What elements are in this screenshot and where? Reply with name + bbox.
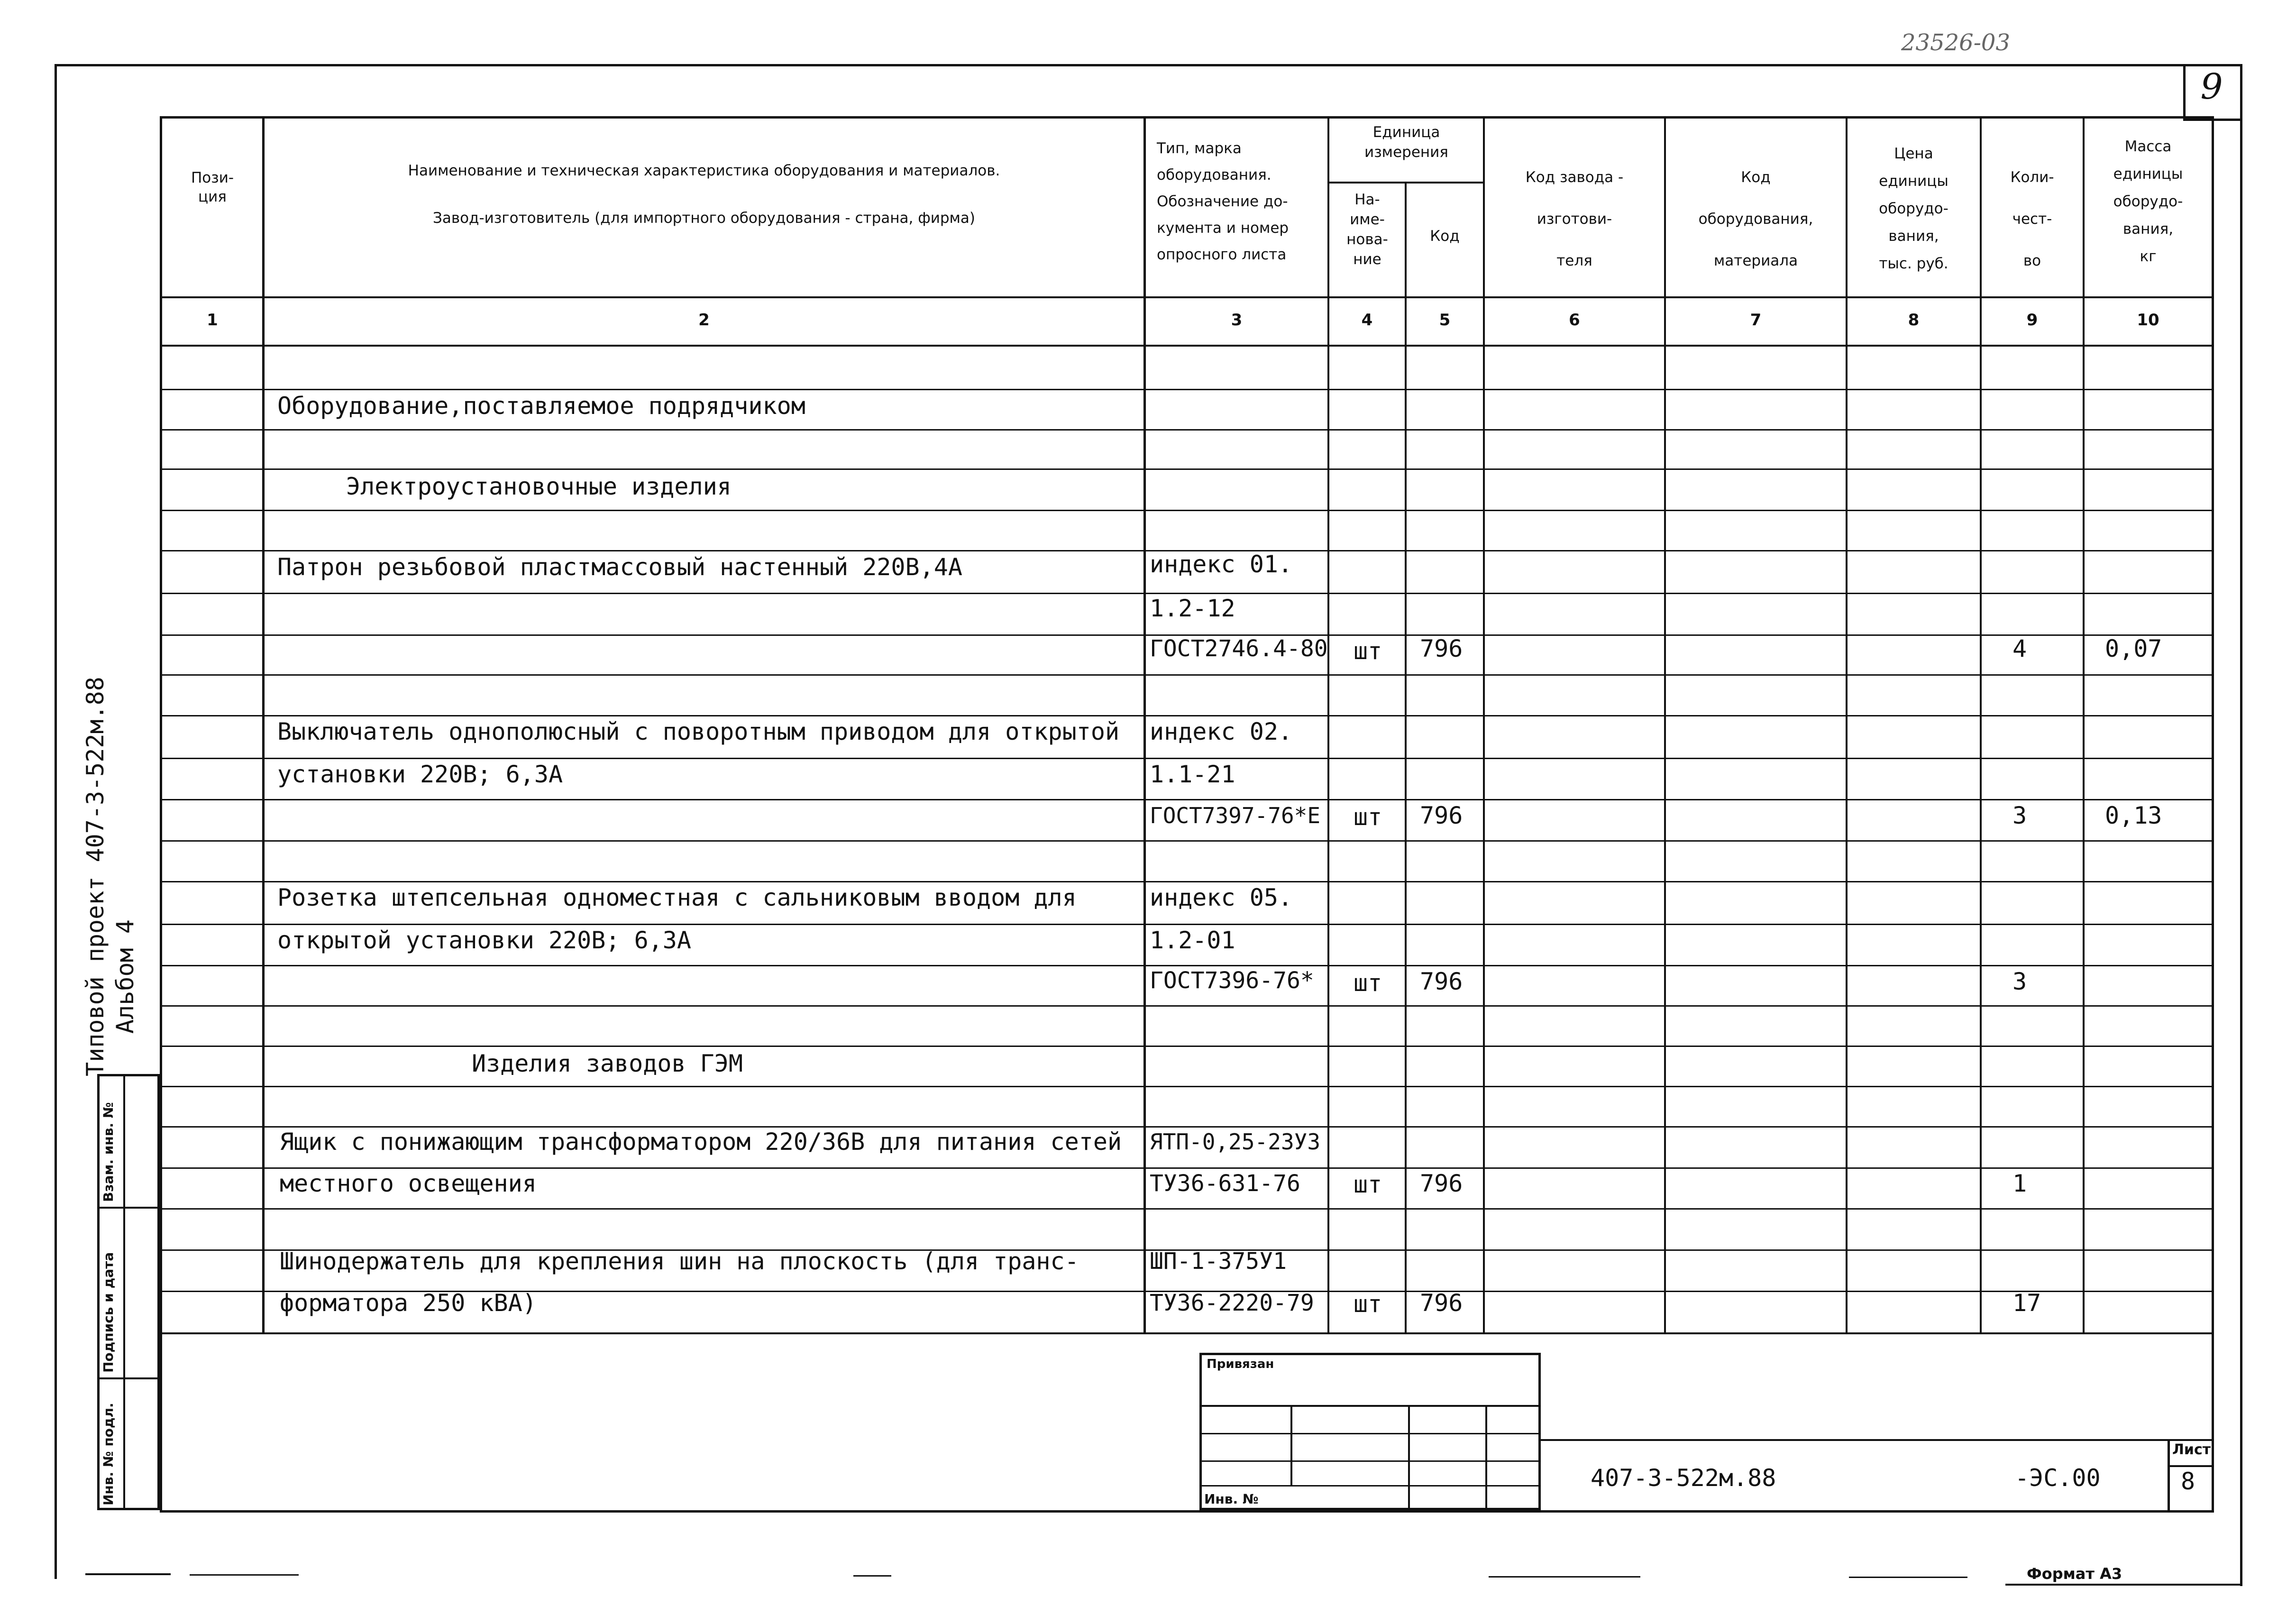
row-item-type: ГОСТ7397-76*Е [1150,803,1321,828]
header-quantity: Коли- чест- во [2010,169,2054,269]
row-item-type: ГОСТ7396-76* [1150,967,1314,994]
row-item-name: Ящик с понижающим трансформатором 220/36В для питания сетей [280,1128,1122,1156]
row-item-name: форматора 250 кВА) [280,1289,537,1317]
frame-bottom [2005,1584,2242,1586]
bottom-dash [190,1574,299,1576]
row-item-unit: шт [1354,803,1382,831]
colnum-8: 8 [1908,311,1920,330]
row-line [160,1167,2213,1169]
row-item-code: 796 [1420,1170,1463,1197]
row-item-code: 796 [1420,968,1463,995]
row-item-name: Розетка штепсельная одноместная с сальниковым вводом для [277,884,1077,911]
header-unit-name: На- име- нова- ние [1346,191,1388,268]
row-subsection-title: Электроустановочные изделия [346,473,732,500]
header-unit-code: Код [1430,228,1460,245]
row-line [160,593,2213,594]
header-name-line1: Наименование и техническая характеристика оборудования и материалов. [408,162,1000,179]
colnum-9: 9 [2026,311,2038,330]
row-item-name: Выключатель однополюсный с поворотным приводом для открытой [277,718,1120,745]
row-item-qty: 3 [2012,802,2027,829]
row-line [160,468,2213,470]
body-bottom [160,1332,2213,1334]
row-line [160,1126,2213,1128]
stamp-line [1199,1485,1541,1486]
row-item-type: ЯТП-0,25-23УЗ [1150,1129,1321,1155]
row-line [160,924,2213,925]
row-item-type: 1.1-21 [1150,761,1235,788]
row-line [160,674,2213,676]
frame-top [55,64,2242,66]
colnum-6: 6 [1569,311,1580,330]
row-line [160,510,2213,511]
col-sep [1846,116,1848,1334]
colnum-3: 3 [1231,311,1243,330]
row-line [160,429,2213,431]
row-item-type: индекс 01. [1150,551,1293,578]
col-sep [262,116,265,1334]
header-mass: Масса единицы оборудо- вания, кг [2113,138,2183,265]
header-material-code: Код оборудования, материала [1698,169,1813,269]
row-item-unit: шт [1354,1290,1382,1318]
sheet-number: 8 [2181,1468,2195,1495]
colnum-7: 7 [1750,311,1762,330]
row-line [160,1086,2213,1087]
row-item-mass: 0,13 [2105,802,2162,829]
frame-left [55,64,57,1579]
row-item-name: Шинодержатель для крепления шин на плоскость (для транс- [280,1248,1079,1275]
colnum-5: 5 [1439,311,1451,330]
row-line [160,965,2213,966]
row-line [160,1208,2213,1210]
unit-group-line [1327,182,1484,184]
row-item-qty: 1 [2012,1170,2027,1197]
row-line [160,1005,2213,1007]
side-stamp-divider [123,1074,125,1510]
row-item-unit: шт [1354,969,1382,997]
row-item-code: 796 [1420,802,1463,829]
row-item-name: Патрон резьбовой пластмассовый настенный 220В,4А [277,553,962,581]
format-label: Формат А3 [2027,1565,2122,1583]
header-bottom [160,296,2213,298]
table-top [160,116,2213,119]
header-unit-group: Единица измерения [1364,124,1448,161]
row-item-name: местного освещения [280,1170,537,1197]
row-item-unit: шт [1354,1171,1382,1198]
bottom-dash [1489,1576,1640,1578]
stamp-line [1290,1405,1292,1486]
row-item-type: 1.2-12 [1150,595,1235,622]
row-item-name: установки 220В; 6,3А [277,761,563,788]
stamp-line [1199,1460,1541,1462]
doc-code: 407-3-522м.88 [1591,1464,1776,1492]
row-line [160,1046,2213,1047]
row-item-mass: 0,07 [2105,635,2162,662]
side-stamp-inv-podl: Инв. № подл. [101,1403,116,1505]
stamp-line [1199,1405,1541,1407]
row-item-name: открытой установки 220В; 6,3А [277,927,691,954]
row-item-code: 796 [1420,1289,1463,1317]
col-sep [1980,116,1982,1334]
colnum-10: 10 [2137,311,2159,330]
colnum-1: 1 [207,311,218,330]
row-item-unit: шт [1354,637,1382,665]
side-stamp-divider [97,1377,160,1379]
sheet-label: Лист [2172,1441,2211,1458]
row-item-type: индекс 05. [1150,884,1293,911]
page-number: 9 [2200,66,2223,107]
bottom-dash [853,1575,891,1577]
sheet-divider [2168,1465,2214,1467]
stamp-privyazan-box [1199,1353,1541,1510]
col-sep [1664,116,1666,1334]
frame-right [2240,64,2242,1586]
vertical-title-line1: Типовой проект 407-3-522м.88 [82,677,109,1076]
side-stamp-signature: Подпись и дата [101,1252,116,1373]
header-type: Тип, марка оборудования. Обозначение до- кумента и номер опросного листа [1157,140,1289,263]
header-name-line2: Завод-изготовитель (для импортного оборудования - страна, фирма) [432,210,976,227]
row-line [160,758,2213,759]
row-item-type: ТУ36-2220-79 [1150,1290,1314,1316]
row-line [160,840,2213,842]
bottom-dash [85,1573,171,1575]
table-right [2212,116,2214,1513]
colnum-2: 2 [698,311,710,330]
table-bottom [160,1510,2213,1513]
stamp-privyazan-label: Привязан [1207,1357,1274,1371]
doc-suffix: -ЭС.00 [2015,1464,2101,1492]
row-item-code: 796 [1420,635,1463,662]
row-item-type: ТУ36-631-76 [1150,1170,1300,1197]
row-subsection-title: Изделия заводов ГЭМ [472,1050,743,1077]
row-item-qty: 17 [2012,1289,2041,1317]
col-sep [2083,116,2085,1334]
col-sep [1143,116,1146,1334]
row-section-title: Оборудование,поставляемое подрядчиком [277,392,805,420]
col-sep [1327,116,1329,1334]
row-item-type: ШП-1-375У1 [1150,1248,1287,1275]
row-item-type: индекс 02. [1150,718,1293,745]
row-item-type: 1.2-01 [1150,927,1235,954]
row-item-type: ГОСТ2746.4-80 [1150,635,1328,662]
stamp-inv-label: Инв. № [1204,1491,1259,1507]
stamp-line [1408,1405,1410,1510]
row-line [160,799,2213,800]
bottom-dash [1849,1577,1967,1578]
row-line [160,389,2213,390]
side-stamp-vzam: Взам. инв. № [101,1102,116,1202]
colnum-4: 4 [1361,311,1373,330]
header-factory-code: Код завода - изготови- теля [1525,169,1624,269]
row-item-qty: 4 [2012,635,2027,662]
col-sep [1483,116,1485,1334]
row-line [160,881,2213,882]
stamp-line [1485,1405,1487,1510]
side-stamp-divider [97,1207,160,1209]
row-line [160,715,2213,716]
corner-code: 23526-03 [1901,29,2010,56]
stamp-title-top [1541,1439,2214,1441]
vertical-title-line2: Альбом 4 [111,919,139,1034]
colnum-bottom [160,345,2213,347]
row-item-qty: 3 [2012,968,2027,995]
stamp-line [1199,1433,1541,1434]
header-price: Цена единицы оборудо- вания, тыс. руб. [1879,145,1948,272]
header-position: Пози- ция [191,169,234,205]
